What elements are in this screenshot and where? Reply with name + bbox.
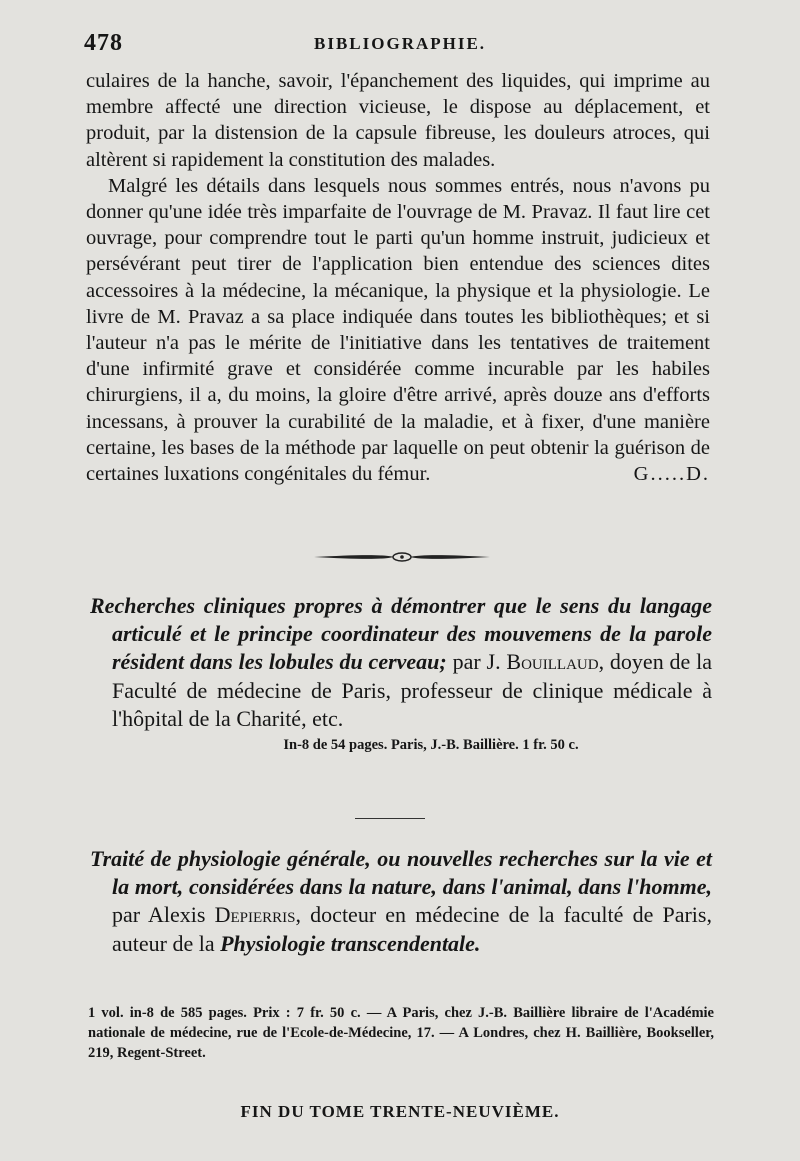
- review-text: [86, 68, 710, 487]
- entry-title-depierris: [90, 845, 712, 958]
- ornament-divider: [312, 548, 492, 566]
- entry-by: par Alexis: [112, 902, 206, 928]
- bibliography-entry-depierris: [90, 845, 712, 958]
- entry-by: par J.: [452, 649, 501, 675]
- entry-cited-work: Physiologie transcendentale.: [220, 930, 481, 956]
- review-paragraph-2: [86, 173, 710, 487]
- entry-imprint: In-8 de 54 pages. Paris, J.-B. Baillière. 1 fr. 50 c.: [283, 737, 579, 754]
- review-signature: G.....D.: [633, 463, 710, 486]
- entry-author: Depierris: [214, 902, 296, 928]
- entry-work-title: Traité de physiologie générale, ou nouvelles recherches sur la vie et la mort, considérées dans la nature, dans l'animal, dans l'homme,: [90, 846, 712, 900]
- entry-author: Bouillaud: [506, 649, 599, 675]
- bibliography-entry-bouillaud: [90, 592, 712, 754]
- publication-notice: [88, 1003, 714, 1063]
- publication-notice-text: 1 vol. in-8 de 585 pages. Prix : 7 fr. 50 c. — A Paris, chez J.-B. Baillière libraire de l'Académie nationale de médecine, rue de l'Ecole-de-Médecine, 17. — A Londres, chez H. Baillière, Bookseller, 219, Regent-Street.: [88, 1005, 714, 1061]
- closing-line: FIN DU TOME TRENTE-NEUVIÈME.: [240, 1102, 560, 1121]
- entry-title-bouillaud: [90, 592, 712, 733]
- review-paragraph-2-text: Malgré les détails dans lesquels nous sommes entrés, nous n'avons pu donner qu'une idée très imparfaite de l'ouvrage de M. Pravaz. Il faut lire cet ouvrage, pour comprendre tout le parti qu'un homme instruit, judicieux et persévérant peut tirer de l'application bien entendue des sciences dites accessoires à la médecine, la mécanique, la physique et la physiologie. Le livre de M. Pravaz a sa place indiquée dans toutes les bibliothèques; et si l'auteur n'a pas le mérite de l'initiative dans les tentatives de traitement d'une infirmité grave et considérée comme incurable par les habiles chirurgiens, il a, du moins, la gloire d'être arrivé, après douze ans d'efforts incessans, à prouver la curabilité de la maladie, et à fixer, d'une manière certaine, les bases de la méthode par laquelle on peut obtenir la guérison de certaines luxations congénitales du fémur.: [86, 174, 710, 486]
- entry-author-credentials: , doyen de la Faculté de médecine de Paris, professeur de clinique médicale à l'hôpital de la Charité, etc.: [112, 649, 713, 731]
- section-title: BIBLIOGRAPHIE.: [314, 34, 487, 53]
- entry-work-title: Recherches cliniques propres à démontrer que le sens du langage articulé et le principe coordinateur des mouvemens de la parole résident dans les lobules du cerveau;: [90, 593, 712, 675]
- page-number: 478: [84, 30, 123, 56]
- review-paragraph-1: culaires de la hanche, savoir, l'épanchement des liquides, qui imprime au membre affecté une direction vicieuse, le dispose au déplacement, et produit, par la distension de la capsule fibreuse, les douleurs atroces, qui altèrent si rapidement la constitution des malades.: [86, 70, 710, 171]
- short-rule-divider: [355, 818, 425, 819]
- running-head: [84, 30, 714, 58]
- entry-author-credentials: , docteur en médecine de la faculté de Paris, auteur de la: [112, 902, 712, 956]
